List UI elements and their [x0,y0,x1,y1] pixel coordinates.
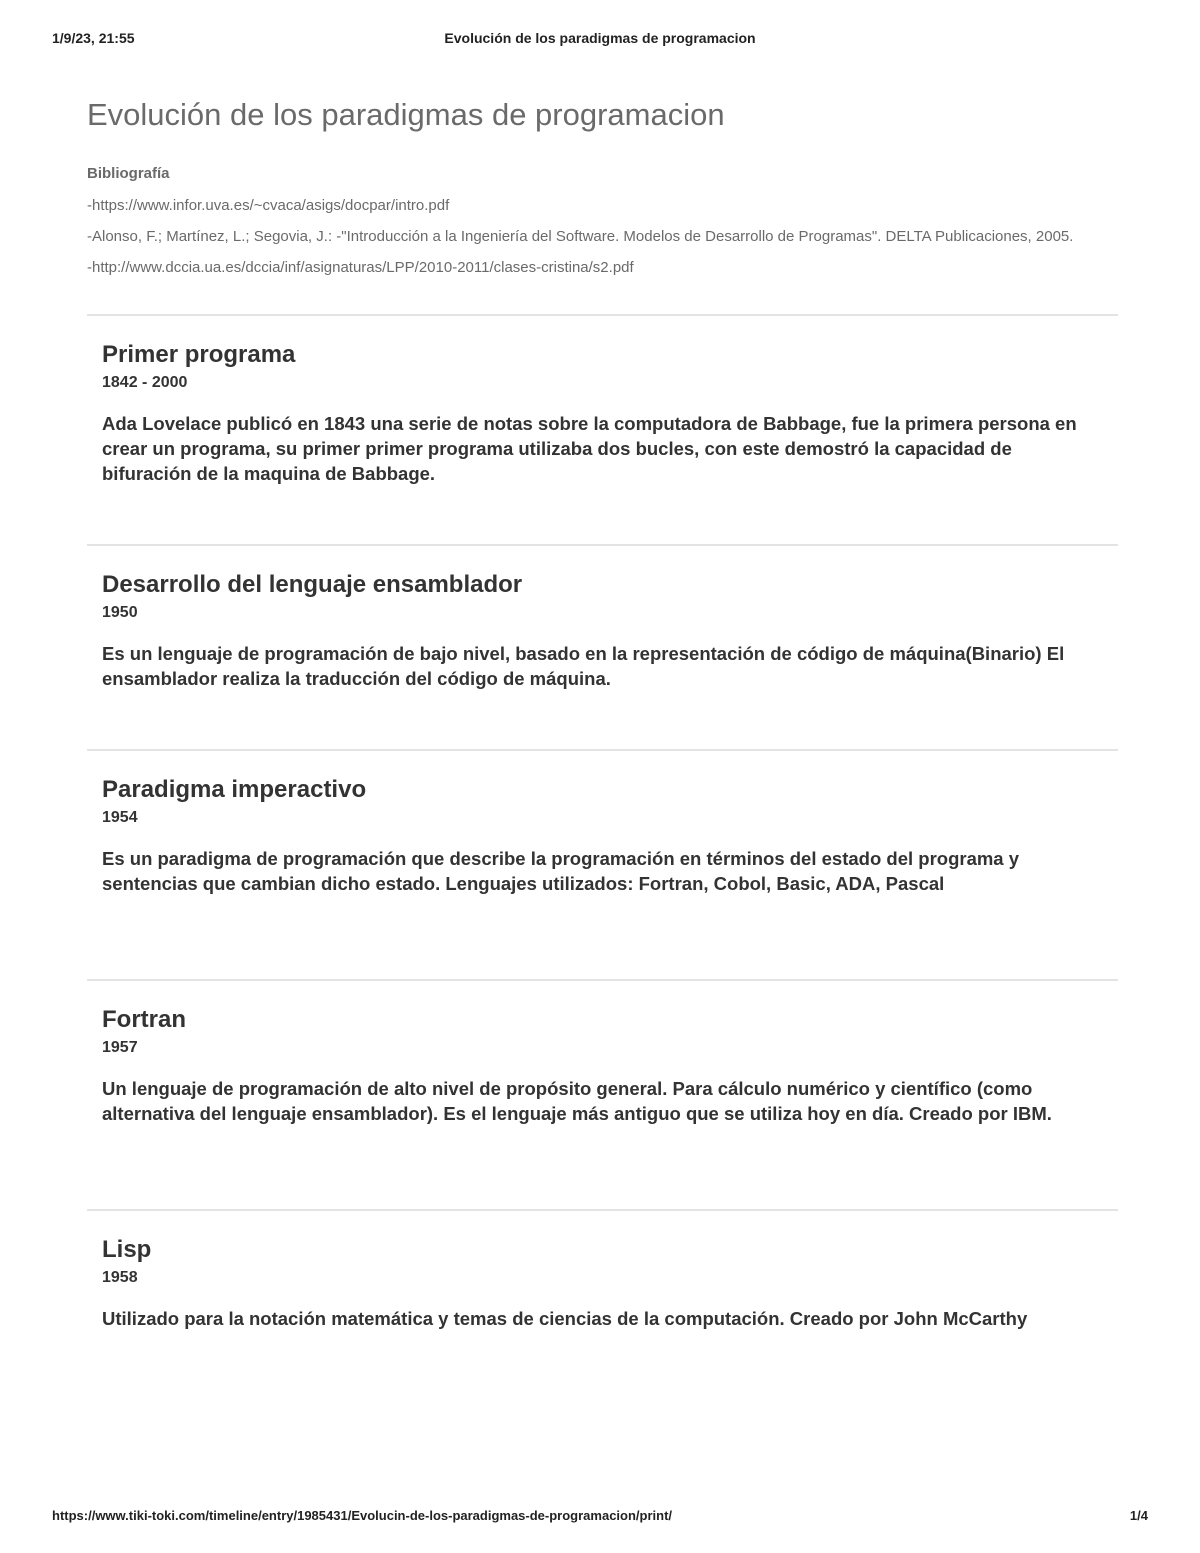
bibliography-item: -http://www.dccia.ua.es/dccia/inf/asignaturas/LPP/2010-2011/clases-cristina/s2.pdf [87,259,634,276]
bibliography-heading: Bibliografía [87,165,170,182]
timeline-event [87,1209,1118,1409]
event-title: Desarrollo del lenguaje ensamblador [102,571,523,598]
timeline-event [87,544,1118,749]
page-title: Evolución de los paradigmas de programacion [87,97,725,132]
event-date: 1950 [102,604,138,621]
print-footer [52,1508,1148,1528]
event-description: Utilizado para la notación matemática y temas de ciencias de la computación. Creado por John McCarthy [102,1308,1028,1329]
print-page-title: Evolución de los paradigmas de programacion [444,30,756,46]
timeline-content [87,96,1118,1409]
print-header [52,30,1148,50]
event-title: Lisp [102,1236,152,1263]
print-datetime: 1/9/23, 21:55 [52,30,135,46]
event-date: 1842 - 2000 [102,374,188,391]
event-title: Primer programa [102,341,296,368]
event-description: Es un paradigma de programación que describe la programación en términos del estado del programa y sentencias que cambian dicho estado. Lenguajes utilizados: Fortran, Cobol, Basic, ADA, Pascal [102,848,1020,894]
event-title: Fortran [102,1006,186,1033]
event-title: Paradigma imperactivo [102,776,367,803]
bibliography [87,164,1118,278]
page-number: 1/4 [1129,1508,1148,1523]
event-date: 1954 [102,809,138,826]
event-description: Es un lenguaje de programación de bajo nivel, basado en la representación de código de máquina(Binario) El ensamblador realiza la traducción del código de máquina. [102,643,1065,689]
event-date: 1958 [102,1269,138,1286]
timeline-event [87,979,1118,1209]
bibliography-item: -https://www.infor.uva.es/~cvaca/asigs/docpar/intro.pdf [87,197,450,214]
print-url: https://www.tiki-toki.com/timeline/entry/1985431/Evolucin-de-los-paradigmas-de-programacion/print/ [52,1508,673,1523]
timeline-event [87,314,1118,544]
event-date: 1957 [102,1039,138,1056]
event-description: Un lenguaje de programación de alto nivel de propósito general. Para cálculo numérico y científico (como alternativa del lenguaje ensamblador). Es el lenguaje más antiguo que se utiliza hoy en día. Creado por IBM. [102,1078,1052,1124]
timeline-event [87,749,1118,979]
bibliography-item: -Alonso, F.; Martínez, L.; Segovia, J.: -"Introducción a la Ingeniería del Software. Modelos de Desarrollo de Programas". DELTA Publicaciones, 2005. [87,228,1074,245]
event-description: Ada Lovelace publicó en 1843 una serie de notas sobre la computadora de Babbage, fue la primera persona en crear un programa, su primer primer programa utilizaba dos bucles, con este demostró la capacidad de bifuración de la maquina de Babbage. [102,413,1077,484]
